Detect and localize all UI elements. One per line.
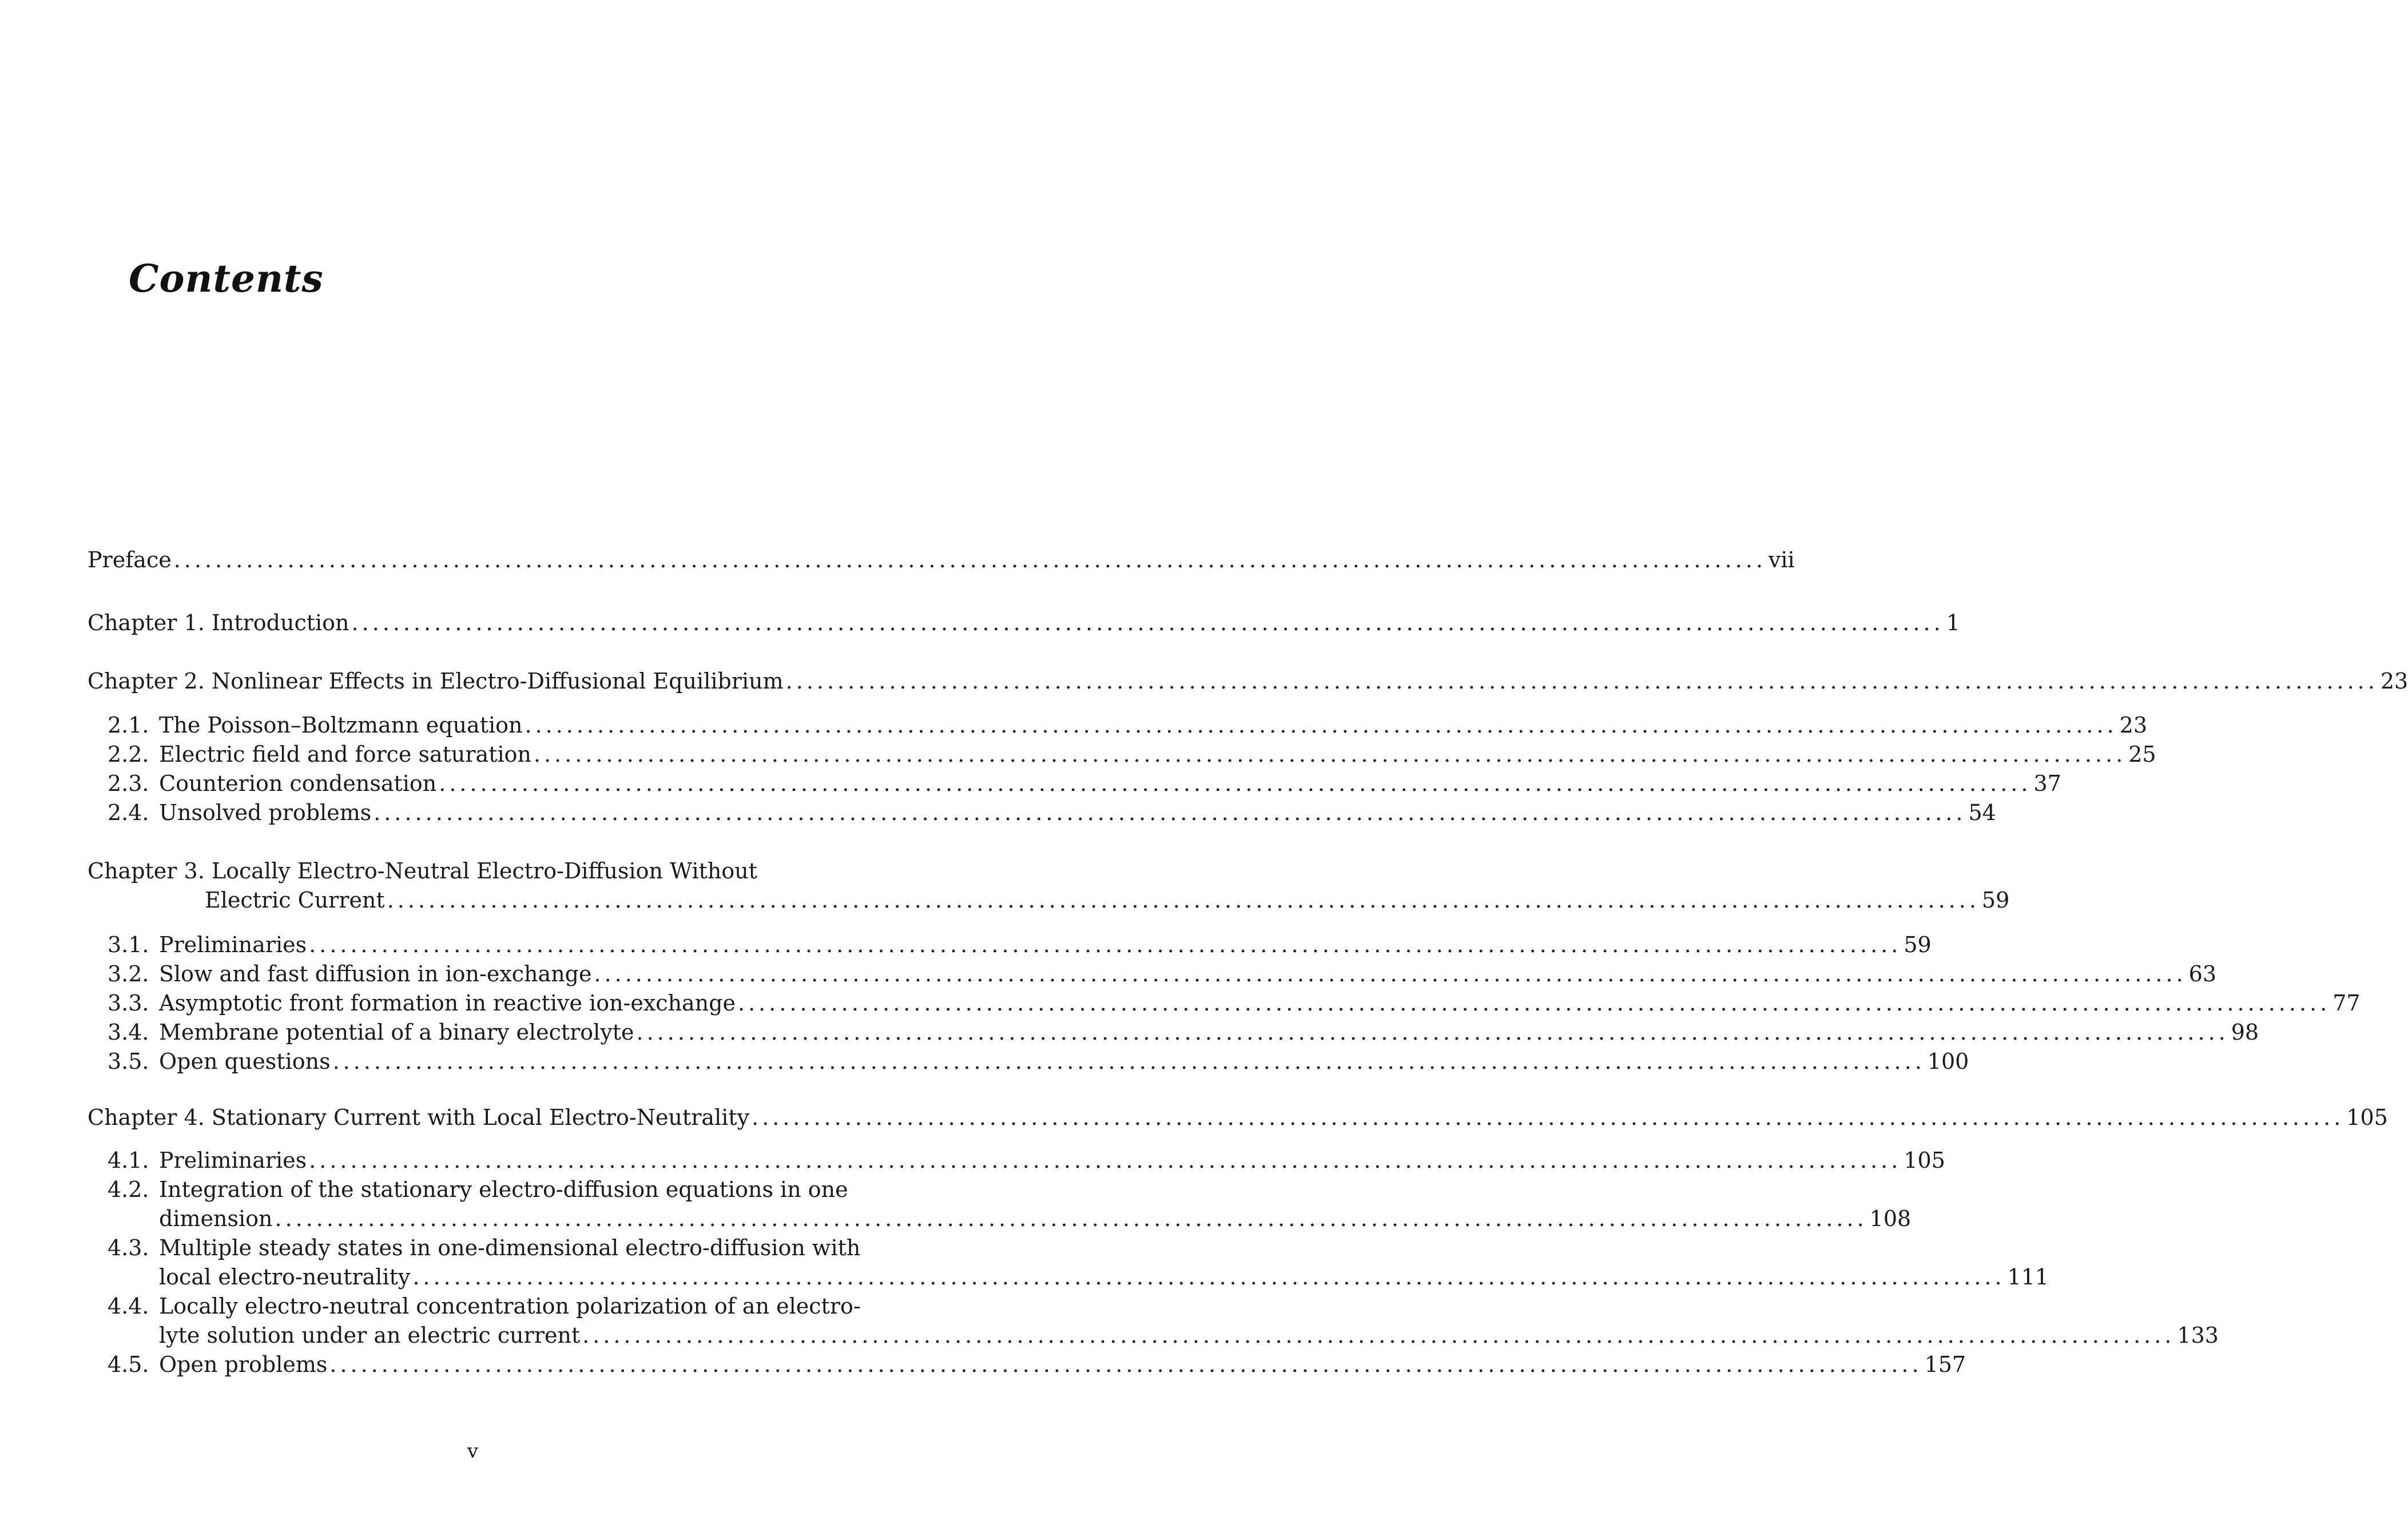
toc-section-label: 3.5. Open questions <box>108 1049 331 1074</box>
toc-section-2-1[interactable] <box>108 712 2148 738</box>
leader-dots: .......................................................................................................................................................... <box>351 610 1944 635</box>
toc-section-2-4[interactable] <box>108 799 1996 826</box>
toc-section-page: 77 <box>2332 990 2361 1016</box>
toc-entry-chapter-3-line1[interactable]: Chapter 3. Locally Electro-Neutral Electro-Diffusion Without <box>88 858 758 884</box>
toc-section-label: 4.1. Preliminaries <box>108 1148 307 1173</box>
toc-section-label: lyte solution under an electric current <box>159 1323 581 1348</box>
toc-entry-label: Chapter 1. Introduction <box>88 610 349 635</box>
toc-section-3-5[interactable] <box>108 1048 1969 1075</box>
toc-section-4-1[interactable] <box>108 1147 1945 1173</box>
toc-section-3-2[interactable] <box>108 961 2217 987</box>
toc-section-4-3-line1[interactable]: 4.3. Multiple steady states in one-dimensional electro-diffusion with <box>108 1235 861 1260</box>
leader-dots: .......................................................................................................................................................... <box>309 1148 1902 1173</box>
toc-section-label: 2.4. Unsolved problems <box>108 800 372 825</box>
toc-section-4-5[interactable] <box>108 1351 1966 1378</box>
leader-dots: .......................................................................................................................................................... <box>329 1352 1922 1377</box>
toc-section-page: 23 <box>2119 713 2148 738</box>
toc-entry-label: Chapter 2. Nonlinear Effects in Electro-Diffusional Equilibrium <box>88 669 784 694</box>
toc-section-page: 100 <box>1927 1049 1969 1074</box>
toc-entry-page: 105 <box>2346 1105 2388 1130</box>
toc-entry-preface[interactable] <box>88 547 1795 573</box>
toc-entry-label: Electric Current <box>205 888 385 913</box>
toc-section-label: 2.1. The Poisson–Boltzmann equation <box>108 713 523 738</box>
leader-dots: .......................................................................................................................................................... <box>387 888 1980 913</box>
toc-section-2-2[interactable] <box>108 741 2156 767</box>
toc-section-page: 108 <box>1869 1206 1912 1231</box>
leader-dots: .......................................................................................................................................................... <box>785 669 2378 694</box>
toc-section-label: 3.2. Slow and fast diffusion in ion-exchange <box>108 961 592 986</box>
leader-dots: .......................................................................................................................................................... <box>439 771 2032 796</box>
toc-section-page: 25 <box>2128 742 2156 767</box>
toc-section-4-2-line1[interactable]: 4.2. Integration of the stationary electro-diffusion equations in one <box>108 1177 848 1202</box>
leader-dots: .......................................................................................................................................................... <box>173 547 1766 572</box>
toc-section-label: 2.3. Counterion condensation <box>108 771 437 796</box>
leader-dots: .......................................................................................................................................................... <box>636 1020 2229 1045</box>
toc-entry-label: Preface <box>88 547 172 572</box>
toc-section-label: 3.3. Asymptotic front formation in reactive ion-exchange <box>108 990 736 1016</box>
toc-section-label: 3.4. Membrane potential of a binary electrolyte <box>108 1020 634 1045</box>
toc-entry-page: 59 <box>1981 888 2010 913</box>
toc-section-page: 98 <box>2231 1020 2259 1045</box>
toc-section-page: 59 <box>1904 932 1932 957</box>
leader-dots: .......................................................................................................................................................... <box>412 1264 2005 1290</box>
toc-section-page: 133 <box>2177 1323 2219 1348</box>
leader-dots: .......................................................................................................................................................... <box>373 800 1966 825</box>
toc-entry-page: vii <box>1768 547 1795 572</box>
toc-section-4-3[interactable] <box>159 1264 2049 1290</box>
page-number: v <box>467 1440 479 1463</box>
toc-section-label: 4.5. Open problems <box>108 1352 328 1377</box>
toc-section-label: local electro-neutrality <box>159 1264 411 1290</box>
toc-section-page: 105 <box>1904 1148 1945 1173</box>
toc-section-page: 63 <box>2188 961 2217 986</box>
toc-section-page: 157 <box>1924 1352 1966 1377</box>
leader-dots: .......................................................................................................................................................... <box>332 1049 1925 1074</box>
toc-entry-chapter-2[interactable] <box>88 668 2408 694</box>
leader-dots: .......................................................................................................................................................... <box>582 1323 2175 1348</box>
leader-dots: .......................................................................................................................................................... <box>534 742 2127 767</box>
leader-dots: .......................................................................................................................................................... <box>275 1206 1867 1231</box>
toc-section-4-4[interactable] <box>159 1322 2219 1348</box>
leader-dots: .......................................................................................................................................................... <box>752 1105 2345 1130</box>
toc-entry-chapter-4[interactable] <box>88 1104 2388 1131</box>
leader-dots: .......................................................................................................................................................... <box>524 713 2117 738</box>
toc-section-4-4-line1[interactable]: 4.4. Locally electro-neutral concentration polarization of an electro- <box>108 1294 861 1319</box>
toc-section-label: 2.2. Electric field and force saturation <box>108 742 531 767</box>
toc-section-4-2[interactable] <box>159 1205 1912 1232</box>
toc-section-page: 111 <box>2007 1264 2049 1290</box>
toc-entry-chapter-3[interactable] <box>205 887 2010 913</box>
toc-entry-page: 23 <box>2380 669 2408 694</box>
toc-section-page: 37 <box>2033 771 2061 796</box>
toc-entry-chapter-1[interactable] <box>88 610 1960 636</box>
toc-section-2-3[interactable] <box>108 770 2061 797</box>
toc-entry-page: 1 <box>1946 610 1960 635</box>
toc-section-page: 54 <box>1968 800 1996 825</box>
toc-section-label: dimension <box>159 1206 273 1231</box>
toc-section-label: 3.1. Preliminaries <box>108 932 307 957</box>
toc-section-3-1[interactable] <box>108 932 1932 958</box>
leader-dots: .......................................................................................................................................................... <box>594 961 2187 986</box>
leader-dots: .......................................................................................................................................................... <box>738 990 2331 1016</box>
leader-dots: .......................................................................................................................................................... <box>309 932 1902 957</box>
toc-section-3-3[interactable] <box>108 990 2361 1016</box>
toc-entry-label: Chapter 4. Stationary Current with Local Electro-Neutrality <box>88 1105 750 1130</box>
toc-section-3-4[interactable] <box>108 1019 2259 1045</box>
page-title: Contents <box>129 256 324 301</box>
